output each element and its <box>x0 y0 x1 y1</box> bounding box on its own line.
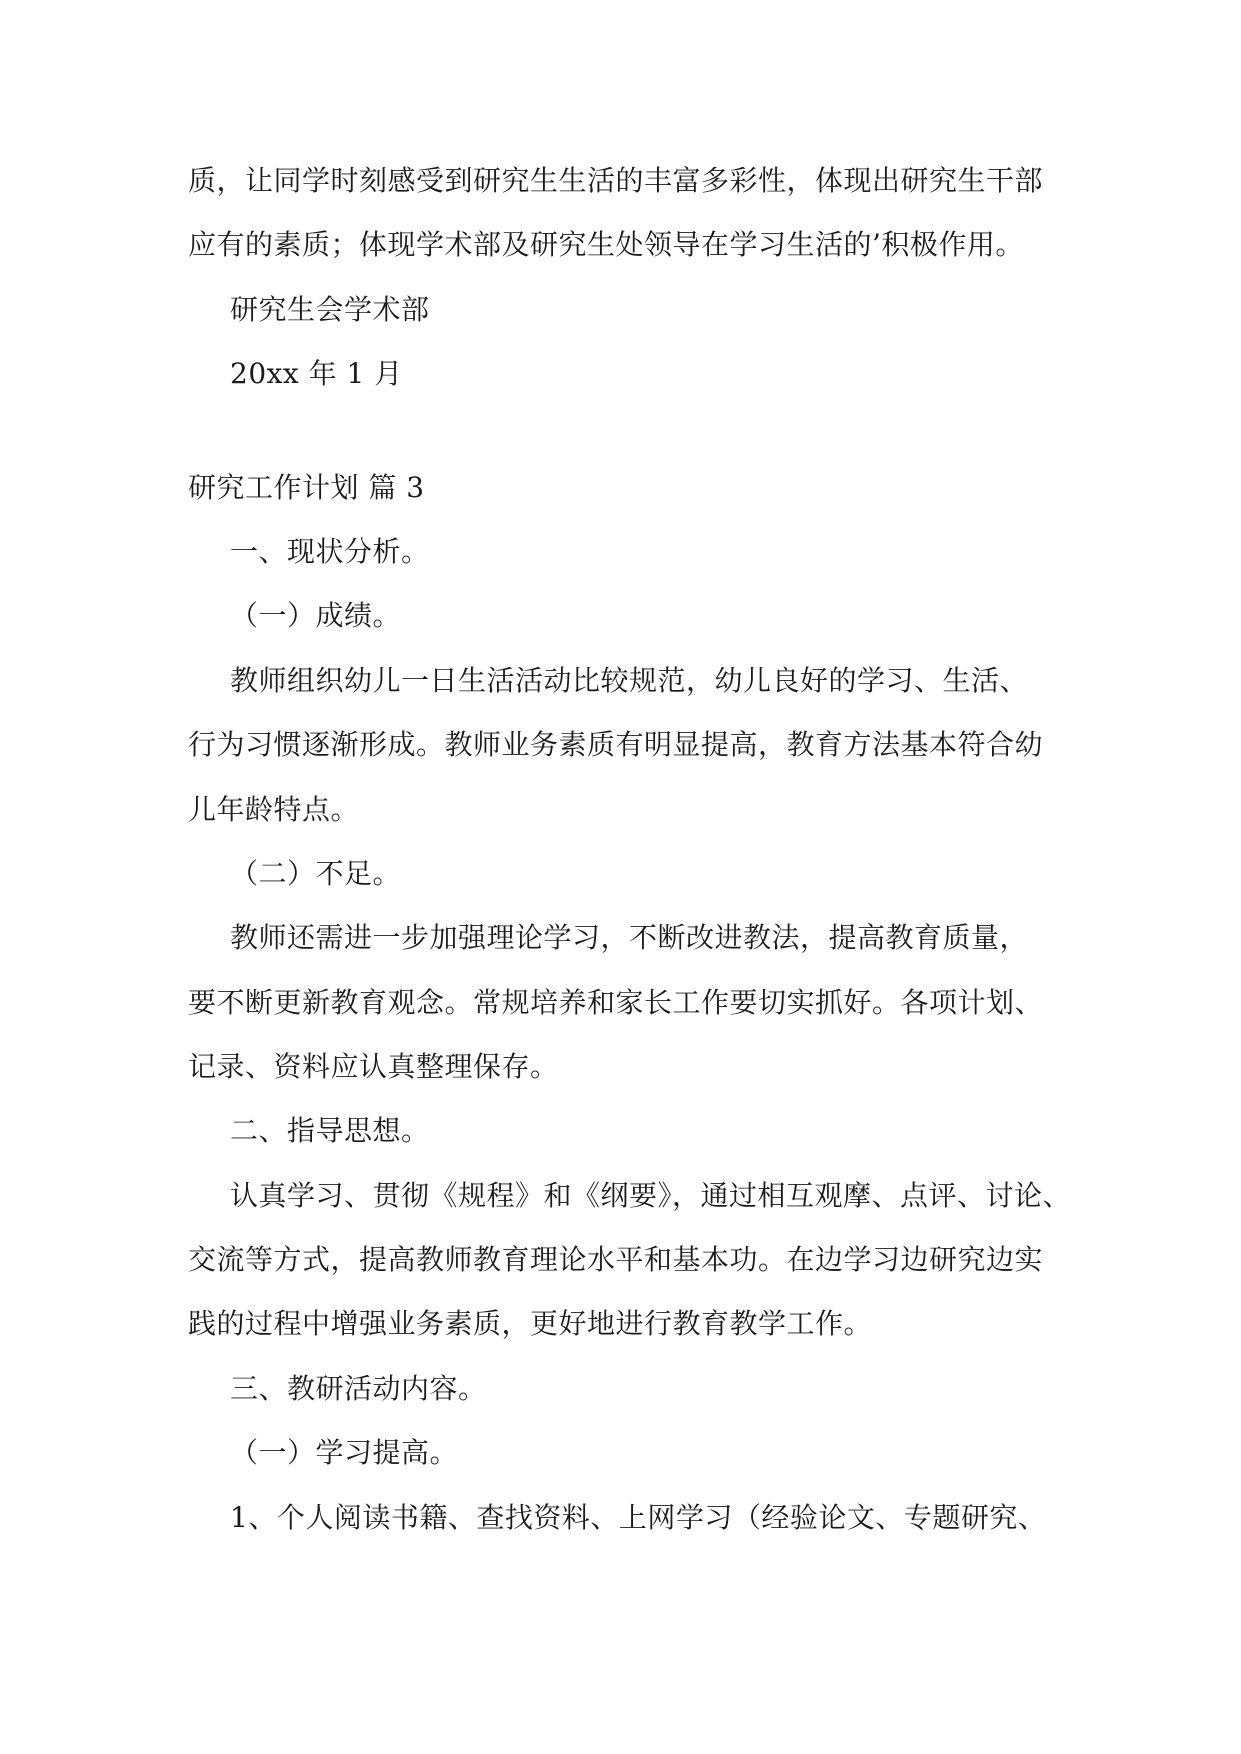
body-text-line: 1、个人阅读书籍、查找资料、上网学习（经验论文、专题研究、 <box>230 1501 1047 1534</box>
body-text-line: 教师组织幼儿一日生活活动比较规范，幼儿良好的学习、生活、 <box>230 664 1029 697</box>
body-text-line: 践的过程中增强业务素质，更好地进行教育教学工作。 <box>188 1307 873 1340</box>
body-text-line: 质，让同学时刻感受到研究生生活的丰富多彩性，体现出研究生干部 <box>188 164 1044 197</box>
body-text-line: 认真学习、贯彻《规程》和《纲要》，通过相互观摩、点评、讨论、 <box>230 1179 1072 1212</box>
heading-level-1: 一、现状分析。 <box>230 535 430 568</box>
signature-date: 20xx 年 1 月 <box>230 357 403 390</box>
body-text-line: 应有的素质；体现学术部及研究生处领导在学习生活的’积极作用。 <box>188 228 1024 261</box>
body-text-line: 记录、资料应认真整理保存。 <box>188 1050 559 1083</box>
section-title: 研究工作计划 篇 3 <box>188 471 425 504</box>
body-text-line: 儿年龄特点。 <box>188 793 360 826</box>
body-text-line: 交流等方式，提高教师教育理论水平和基本功。在边学习边研究边实 <box>188 1243 1044 1276</box>
signature-organization: 研究生会学术部 <box>230 293 430 326</box>
body-text-line: 教师还需进一步加强理论学习，不断改进教法，提高教育质量， <box>230 921 1029 954</box>
heading-level-2: （一）学习提高。 <box>230 1436 459 1469</box>
body-text-line: 要不断更新教育观念。常规培养和家长工作要切实抓好。各项计划、 <box>188 986 1044 1019</box>
heading-level-1: 三、教研活动内容。 <box>230 1372 487 1405</box>
heading-level-1: 二、指导思想。 <box>230 1114 430 1147</box>
body-text-line: 行为习惯逐渐形成。教师业务素质有明显提高，教育方法基本符合幼 <box>188 728 1044 761</box>
heading-level-2: （一）成绩。 <box>230 599 402 632</box>
heading-level-2: （二）不足。 <box>230 857 402 890</box>
